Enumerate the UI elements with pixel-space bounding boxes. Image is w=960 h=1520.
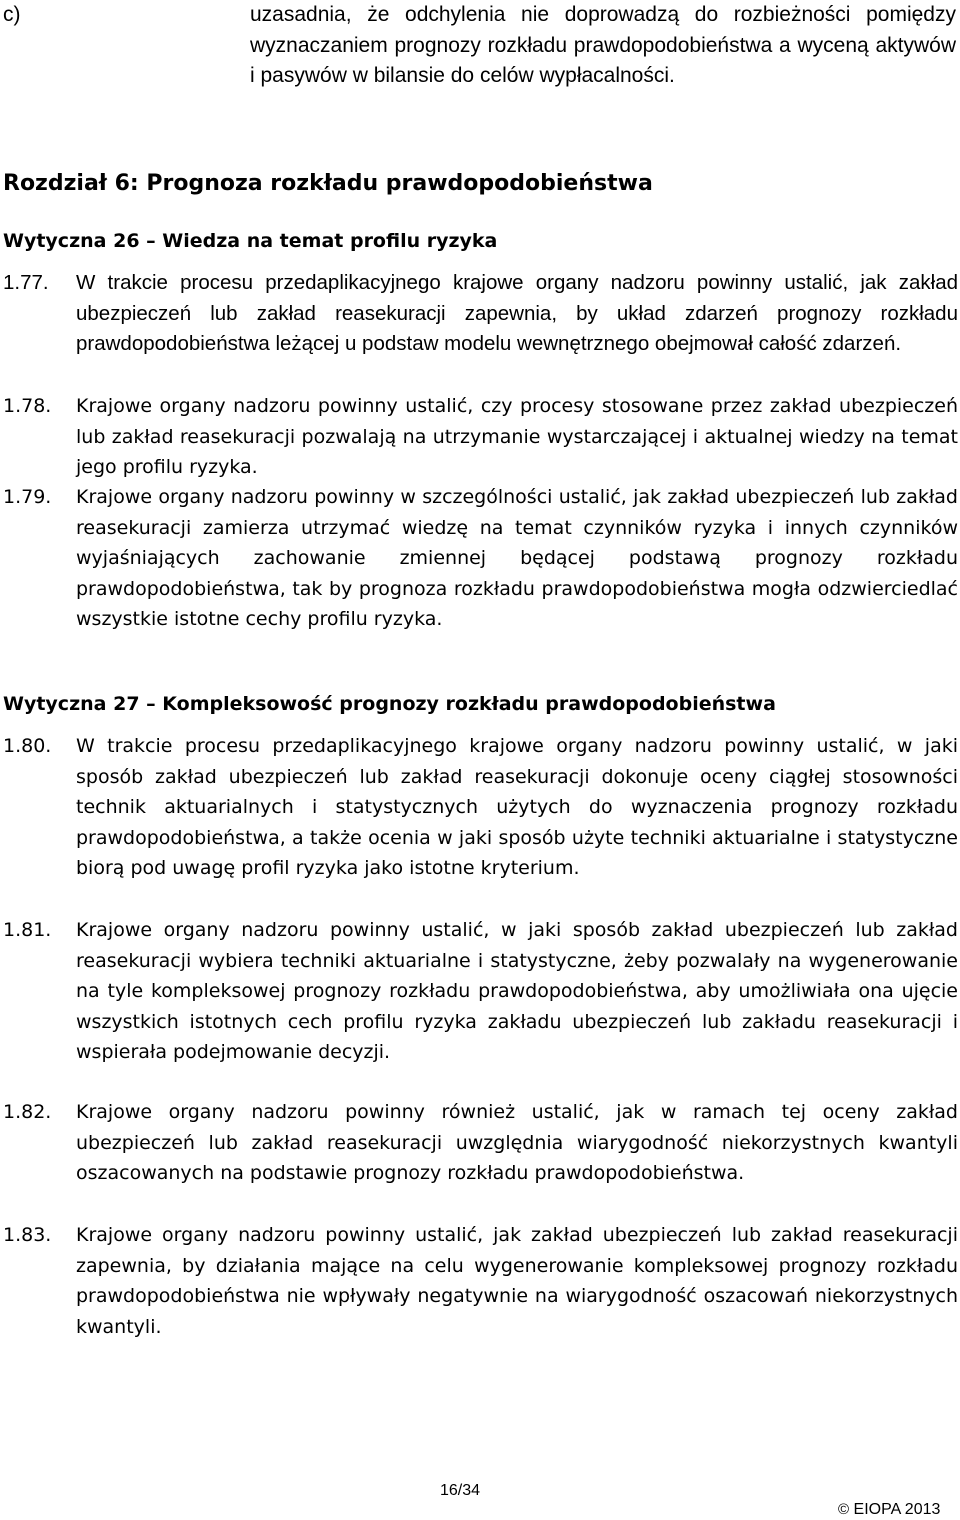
paragraph-1-78	[3, 391, 958, 483]
list-item-text: uzasadnia, że odchylenia nie doprowadzą do rozbieżności pomiędzy wyznaczaniem prognozy rozkładu prawdopodobieństwa a wyceną aktywów i pasywów w bilansie do celów wypłacalności.	[250, 3, 956, 87]
guideline-27-heading: Wytyczna 27 – Kompleksowość prognozy rozkładu prawdopodobieństwa	[3, 693, 776, 715]
guideline-26-heading: Wytyczna 26 – Wiedza na temat profilu ryzyka	[3, 230, 498, 252]
paragraph-text: W trakcie procesu przedaplikacyjnego krajowe organy nadzoru powinny ustalić, jak zakład ubezpieczeń lub zakład reasekuracji zapewnia, by układ zdarzeń prognozy rozkładu prawdopodobieństwa leżącej u podstaw modelu wewnętrznego obejmował całość zdarzeń.	[76, 271, 958, 355]
paragraph-1-81	[3, 915, 958, 1068]
copyright-notice	[838, 1500, 940, 1520]
chapter-heading: Rozdział 6: Prognoza rozkładu prawdopodobieństwa	[3, 171, 653, 196]
paragraph-text: Krajowe organy nadzoru powinny również ustalić, jak w ramach tej oceny zakład ubezpieczeń lub zakład reasekuracji uwzględnia wiarygodność niekorzystnych kwantyli oszacowanych na podstawie prognozy rozkładu prawdopodobieństwa.	[76, 1101, 958, 1184]
paragraph-1-80	[3, 731, 958, 884]
paragraph-text: Krajowe organy nadzoru powinny w szczególności ustalić, jak zakład ubezpieczeń lub zakład reasekuracji zamierza utrzymać wiedzę na temat czynników ryzyka i innych czynników wyjaśniających zachowanie zmiennej będącej podstawą prognozy rozkładu prawdopodobieństwa, tak by prognoza rozkładu prawdopodobieństwa mogła odzwierciedlać wszystkie istotne cechy profilu ryzyka.	[76, 486, 958, 630]
paragraph-number: 1.79.	[3, 486, 52, 508]
paragraph-number: 1.80.	[3, 735, 52, 757]
paragraph-1-83	[3, 1220, 958, 1342]
paragraph-1-79	[3, 482, 958, 635]
list-item-c	[3, 0, 956, 92]
page-number: 16/34	[440, 1482, 481, 1499]
paragraph-text: Krajowe organy nadzoru powinny ustalić, jak zakład ubezpieczeń lub zakład reasekuracji zapewnia, by działania mające na celu wygenerowanie kompleksowej prognozy rozkładu prawdopodobieństwa nie wpływały negatywnie na wiarygodność oszacowań niekorzystnych kwantyli.	[76, 1224, 958, 1338]
copyright-text: EIOPA 2013	[853, 1501, 941, 1518]
paragraph-number: 1.78.	[3, 395, 52, 417]
paragraph-number: 1.82.	[3, 1101, 52, 1123]
paragraph-1-82	[3, 1097, 958, 1189]
paragraph-text: W trakcie procesu przedaplikacyjnego krajowe organy nadzoru powinny ustalić, w jaki sposób zakład ubezpieczeń lub zakład reasekuracji dokonuje oceny ciągłej stosowności technik aktuarialnych i statystycznych użytych do wyznaczenia prognozy rozkładu prawdopodobieństwa, a także ocenia w jaki sposób użyte techniki aktuarialne i statystyczne biorą pod uwagę profil ryzyka jako istotne kryterium.	[76, 735, 958, 879]
paragraph-text: Krajowe organy nadzoru powinny ustalić, czy procesy stosowane przez zakład ubezpieczeń lub zakład reasekuracji pozwalają na utrzymanie wystarczającej i aktualnej wiedzy na temat jego profilu ryzyka.	[76, 395, 958, 478]
paragraph-number: 1.77.	[3, 271, 49, 294]
paragraph-text: Krajowe organy nadzoru powinny ustalić, w jaki sposób zakład ubezpieczeń lub zakład reasekuracji wybiera techniki aktuarialne i statystyczne, żeby pozwalały na wygenerowanie na tyle kompleksowej prognozy rozkładu prawdopodobieństwa, aby umożliwiała ona ujęcie wszystkich istotnych cech profilu ryzyka zakładu ubezpieczeń lub zakładu reasekuracji i wspierała podejmowanie decyzji.	[76, 919, 958, 1063]
paragraph-1-77	[3, 268, 958, 360]
copyright-icon: ©	[838, 1501, 850, 1518]
paragraph-number: 1.83.	[3, 1224, 52, 1246]
paragraph-number: 1.81.	[3, 919, 52, 941]
list-item-marker: c)	[3, 3, 21, 26]
